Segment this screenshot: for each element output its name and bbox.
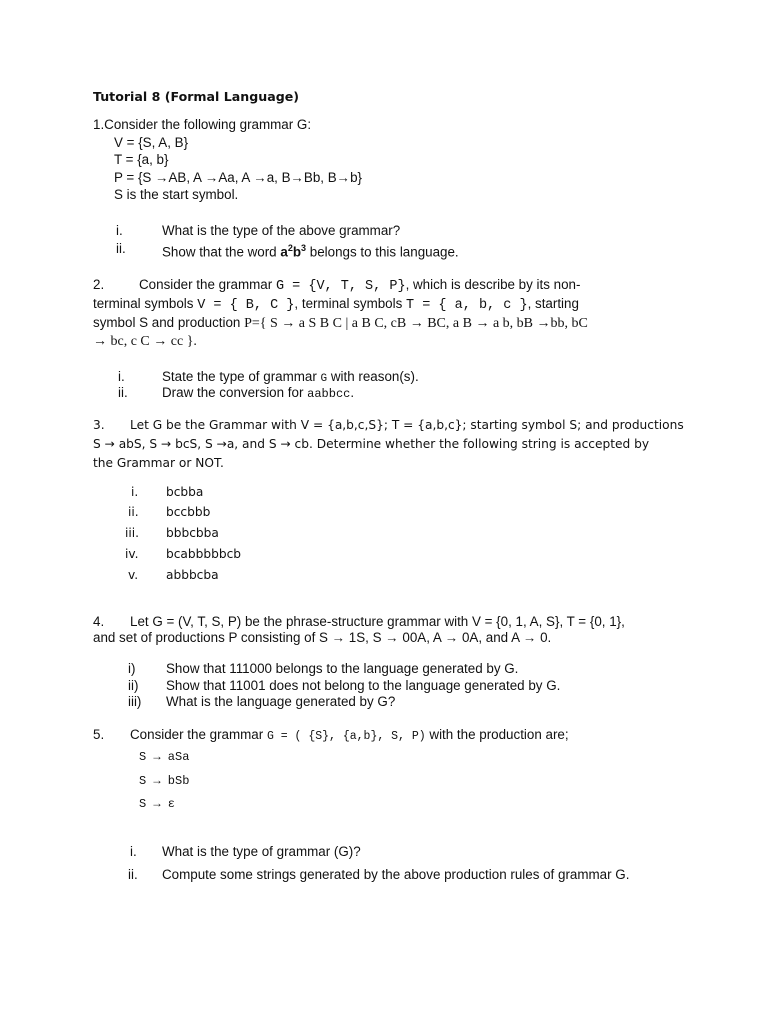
q1-item-i-text: What is the type of the above grammar?	[162, 223, 401, 238]
q2-item-i-text: State the type of grammar G with reason(s).	[162, 369, 419, 385]
q3-item-string: bccbbb	[166, 505, 211, 519]
q1-item-i-number: i.	[116, 223, 123, 238]
q3-item-number: iii.	[125, 526, 140, 540]
q1-start-symbol: S is the start symbol.	[114, 187, 239, 202]
page-title: Tutorial 8 (Formal Language)	[93, 89, 300, 104]
q4-item-text: Show that 111000 belongs to the language generated by G.	[166, 661, 519, 676]
q5-intro: Consider the grammar G = ( {S}, {a,b}, S, P) with the production are;	[130, 727, 569, 743]
q1-productions: P = {S →AB, A →Aa, A →a, B→Bb, B→b}	[114, 170, 362, 185]
q4-number: 4.	[93, 614, 105, 629]
q5-item-i-number: i.	[130, 844, 137, 859]
q3-item-number: iv.	[125, 547, 139, 561]
q5-item-i-text: What is the type of grammar (G)?	[162, 844, 361, 859]
q4-item-text: What is the language generated by G?	[166, 694, 396, 709]
q2-line-2: terminal symbols V = { B, C }, terminal symbols T = { a, b, c }, starting	[93, 296, 579, 313]
q1-terminals: T = {a, b}	[114, 152, 169, 167]
q3-item-string: bcbba	[166, 485, 204, 499]
q5-production: S → ε	[139, 797, 176, 811]
q3-item-number: v.	[128, 568, 139, 582]
q4-item-text: Show that 11001 does not belong to the language generated by G.	[166, 678, 561, 693]
q4-line-1: Let G = (V, T, S, P) be the phrase-structure grammar with V = {0, 1, A, S}, T = {0, 1},	[130, 614, 625, 629]
q5-number: 5.	[93, 727, 105, 742]
q2-item-ii-number: ii.	[118, 385, 128, 400]
q2-item-i-number: i.	[118, 369, 125, 384]
q1-item-ii-text: Show that the word $a^2b^3$ belongs to this language.	[162, 243, 459, 260]
q1-item-ii-number: ii.	[116, 241, 126, 256]
q4-item-number: i)	[128, 661, 136, 676]
q3-line-1: Let G be the Grammar with V = {a,b,c,S}; T = {a,b,c}; starting symbol S; and productions	[130, 418, 684, 432]
q5-production: S → aSa	[139, 750, 190, 764]
q3-item-string: abbbcba	[166, 568, 219, 582]
q4-line-2: and set of productions P consisting of S → 1S, S → 00A, A → 0A, and A → 0.	[93, 630, 552, 645]
q5-item-ii-text: Compute some strings generated by the above production rules of grammar G.	[162, 867, 630, 882]
q3-item-string: bcabbbbbcb	[166, 547, 242, 561]
q3-item-number: ii.	[128, 505, 139, 519]
q1-variables: V = {S, A, B}	[114, 135, 189, 150]
q3-item-number: i.	[131, 485, 139, 499]
q2-line-4: → bc, c C → cc }.	[93, 334, 197, 349]
q2-number: 2.	[93, 277, 105, 292]
q3-number: 3.	[93, 418, 105, 432]
q3-line-3: the Grammar or NOT.	[93, 456, 224, 470]
q2-line-3: symbol S and production P={ S → a S B C | a B C, cB → BC, a B → a b, bB →bb, bC	[93, 315, 588, 331]
q5-item-ii-number: ii.	[128, 867, 138, 882]
q4-item-number: ii)	[128, 678, 139, 693]
q2-line-1: Consider the grammar G = {V, T, S, P}, which is describe by its non-	[139, 277, 581, 294]
q4-item-number: iii)	[128, 694, 142, 709]
q1-intro: 1.Consider the following grammar G:	[93, 117, 312, 132]
q2-item-ii-text: Draw the conversion for aabbcc.	[162, 385, 355, 401]
q3-line-2: S → abS, S → bcS, S →a, and S → cb. Determine whether the following string is accepted by	[93, 437, 650, 451]
q3-item-string: bbbcbba	[166, 526, 219, 540]
q5-production: S → bSb	[139, 774, 190, 788]
